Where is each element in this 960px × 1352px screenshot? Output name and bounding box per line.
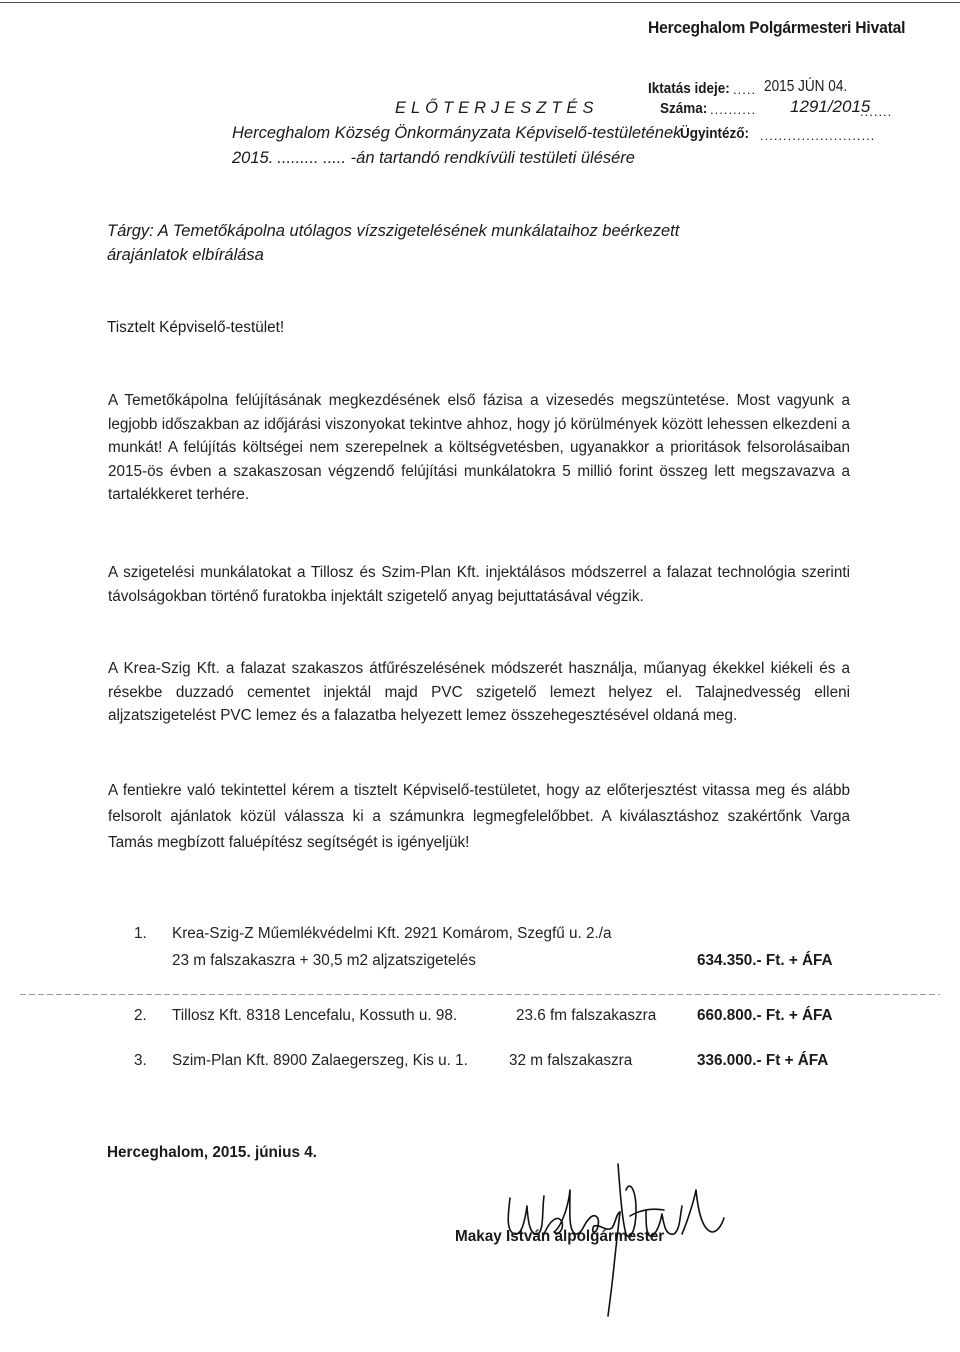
offer-number: 3. — [134, 1052, 147, 1069]
offer-company: Szim-Plan Kft. 8900 Zalaegerszeg, Kis u. 1. — [172, 1052, 468, 1069]
signer-name: Makay István alpolgármester — [455, 1228, 665, 1245]
paragraph: A Temetőkápolna felújításának megkezdésének első fázisa a vizesedés megszüntetése. Most vagyunk a legjobb időszakban az időjárási viszonyokat tekintve ahhoz, hogy jó körülmények között lehessen elkezdeni a munkát! A felújítás költségei nem szerepelnek a költségvetésben, ugyanakkor a prioritások felsorolásaiban 2015-ös évben a szakaszosan végzendő felújítási munkálatokra 5 millió forint összeg lett megszavazva a tartalékkeret terhére. — [108, 392, 850, 503]
offer-detail: 32 m falszakaszra — [509, 1052, 633, 1069]
stamp-dots: ......................... — [760, 128, 876, 143]
stamp-dots: .......... — [710, 102, 757, 117]
council-line: Herceghalom Község Önkormányzata Képviselő-testületének — [232, 124, 682, 142]
subject-line-2: árajánlatok elbírálása — [107, 246, 264, 264]
paragraph: A szigetelési munkálatokat a Tillosz és Szim-Plan Kft. injektálásos módszerrel a falazat technológia szerinti távolságokban történő furatokba injektált szigetelő anyag bejuttatásával végzik. — [108, 564, 850, 605]
offer-price: 634.350.- Ft. + ÁFA — [697, 952, 833, 969]
paragraph: A fentiekre való tekintettel kérem a tisztelt Képviselő-testületet, hogy az előterjesztést vitassa meg és alább felsorolt ajánlatok közül válassza ki a számunkra legmegfelelőbbet. A kiválasztáshoz szakértőnk Varga Tamás megbízott faluépítész segítségét is igényeljük! — [108, 782, 850, 851]
office-name: Herceghalom Polgármesteri Hivatal — [648, 18, 906, 37]
offer-price: 336.000.- Ft + ÁFA — [697, 1052, 829, 1069]
stamp-iktatas-label: Iktatás ideje: — [648, 80, 730, 97]
stamp-dots: ....... — [860, 104, 893, 119]
meeting-year: 2015. — [232, 149, 274, 167]
meeting-description: -án tartandó rendkívüli testületi ülésére — [350, 149, 635, 167]
meeting-line — [232, 149, 635, 168]
offer-detail: 23 m falszakaszra + 30,5 m2 aljzatszigetelés — [172, 952, 476, 969]
document-type: ELŐTERJESZTÉS — [395, 99, 599, 117]
stamp-szama-label: Száma: — [660, 100, 708, 117]
stamp-dots: ..... — [733, 82, 757, 97]
meeting-date-dots: ......... ..... — [277, 149, 347, 167]
place-and-date: Herceghalom, 2015. június 4. — [107, 1144, 317, 1161]
salutation: Tisztelt Képviselő-testület! — [107, 319, 285, 336]
subject-line-1: Tárgy: A Temetőkápolna utólagos vízszigetelésének munkálataihoz beérkezett — [107, 222, 680, 240]
offer-company: Krea-Szig-Z Műemlékvédelmi Kft. 2921 Komárom, Szegfű u. 2./a — [172, 925, 612, 942]
stamp-szama-value: 1291/2015 — [790, 97, 871, 116]
offer-number: 1. — [134, 925, 147, 942]
paragraph: A Krea-Szig Kft. a falazat szakaszos átfűrészelésének módszerét használja, műanyag ékekkel kiékeli és a résekbe duzzadó cementet injektál majd PVC szigetelő lemezt helyez el. Talajnedvesség elleni aljzatszigetelést PVC lemez és a falazatba helyezett lemez összehegesztésével oldaná meg. — [108, 660, 850, 724]
divider — [20, 994, 940, 995]
top-border-line — [0, 2, 960, 3]
offer-number: 2. — [134, 1007, 147, 1024]
offer-detail: 23.6 fm falszakaszra — [516, 1007, 657, 1024]
stamp-iktatas-value: 2015 JÚN 04. — [764, 78, 848, 95]
offer-price: 660.800.- Ft. + ÁFA — [697, 1007, 833, 1024]
offer-company: Tillosz Kft. 8318 Lencefalu, Kossuth u. 98. — [172, 1007, 458, 1024]
stamp-ugyintezo-label: Ügyintéző: — [680, 125, 750, 142]
